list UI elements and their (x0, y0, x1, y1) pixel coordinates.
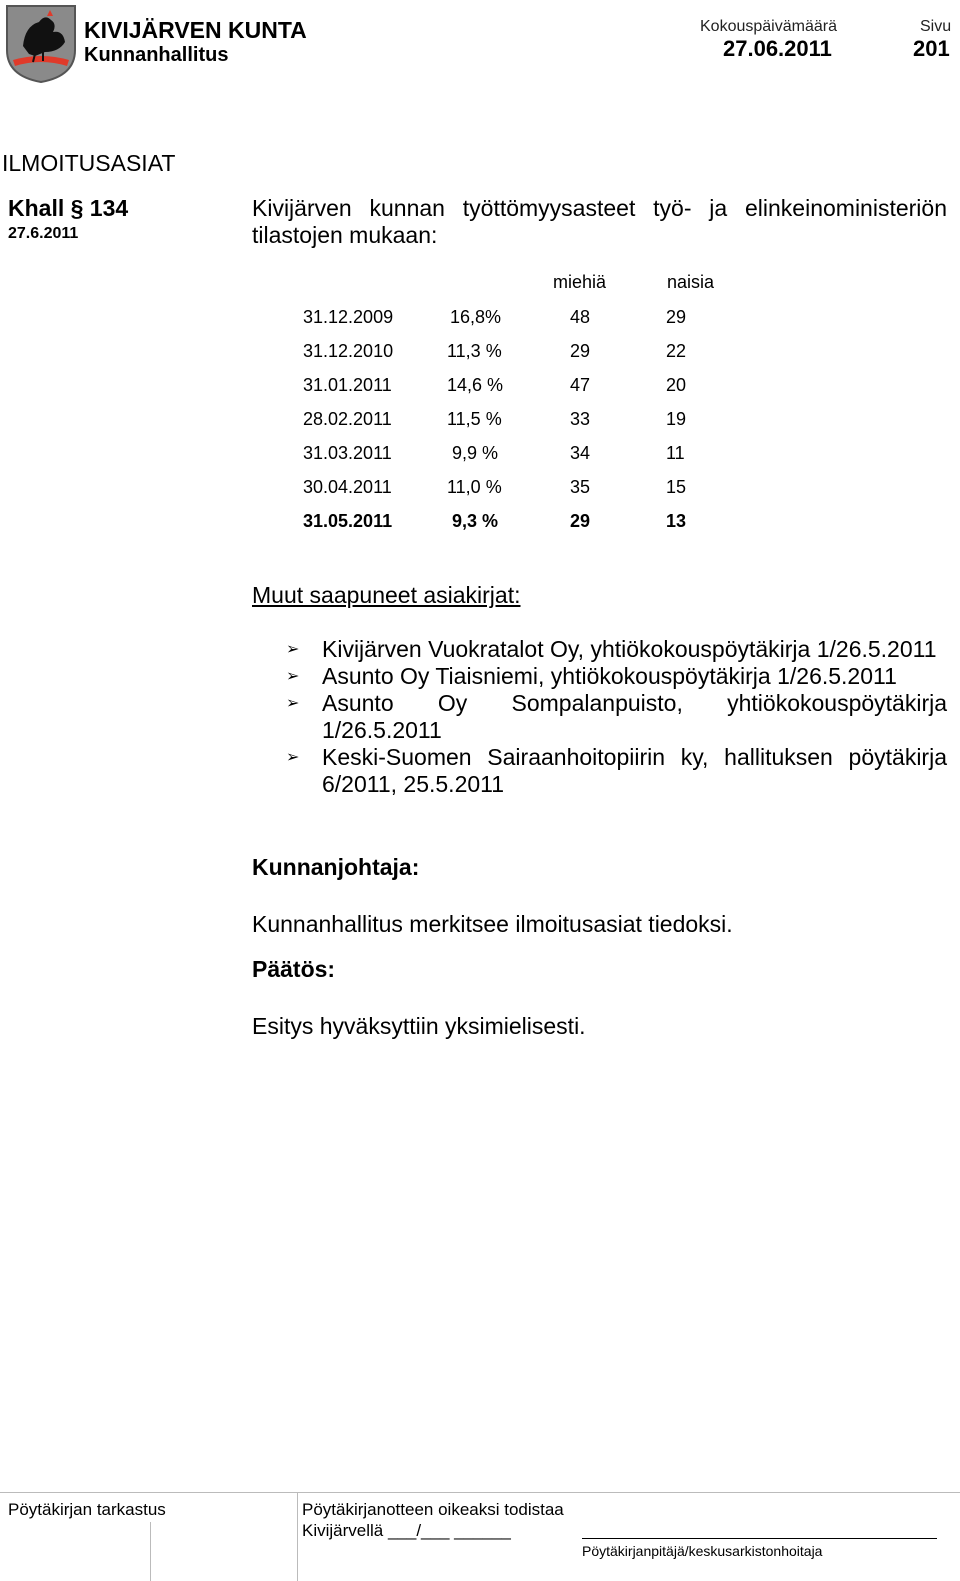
column-header-men: miehiä (553, 272, 607, 292)
coat-of-arms-logo (5, 4, 77, 84)
row-rate: 11,3 % (447, 341, 502, 361)
paragraph-date: 27.6.2011 (8, 225, 79, 242)
footer-signer-title: Pöytäkirjanpitäjä/keskusarkistonhoitaja (582, 1543, 823, 1559)
list-item: ➢ Keski-Suomen Sairaanhoitopiirin ky, hallituksen pöytäkirja 6/2011, 25.5.2011 (286, 744, 947, 797)
row-men: 29 (570, 341, 591, 361)
meeting-date-label: Kokouspäivämäärä (700, 18, 837, 35)
row-date: 30.04.2011 (303, 477, 392, 497)
row-women: 22 (666, 341, 687, 361)
row-men: 33 (570, 409, 591, 429)
footer-column-divider (297, 1492, 298, 1581)
intro-text: Kivijärven kunnan työttömyysasteet työ- ja elinkeinoministeriön tilastojen mukaan: (252, 195, 947, 248)
column-header-women: naisia (667, 272, 715, 292)
row-men: 35 (570, 477, 591, 497)
row-date: 31.03.2011 (303, 443, 392, 463)
row-women: 13 (666, 511, 687, 531)
row-women: 29 (666, 307, 687, 327)
row-women: 15 (666, 477, 687, 497)
row-men: 34 (570, 443, 591, 463)
row-rate: 9,3 % (452, 511, 499, 531)
footer-divider (0, 1492, 960, 1493)
organization-name: KIVIJÄRVEN KUNTA (84, 17, 307, 43)
page-label: Sivu (920, 18, 952, 35)
footer-certified-label: Pöytäkirjanotteen oikeaksi todistaa (302, 1500, 564, 1519)
row-men: 47 (570, 375, 591, 395)
row-women: 11 (666, 443, 685, 463)
section-title: ILMOITUSASIAT (2, 150, 176, 176)
director-proposal: Kunnanhallitus merkitsee ilmoitusasiat tiedoksi. (252, 911, 733, 937)
footer-review-label: Pöytäkirjan tarkastus (8, 1500, 166, 1519)
other-docs-list (252, 636, 947, 798)
page-number: 201 (913, 36, 950, 61)
signature-line (582, 1538, 937, 1539)
row-women: 20 (666, 375, 687, 395)
arrow-bullet-icon: ➢ (286, 641, 300, 658)
director-label: Kunnanjohtaja: (252, 854, 420, 880)
row-rate: 16,8% (450, 307, 502, 327)
row-date: 31.05.2011 (303, 511, 393, 531)
row-men: 29 (570, 511, 591, 531)
row-rate: 11,0 % (447, 477, 502, 497)
arrow-bullet-icon: ➢ (286, 668, 300, 685)
other-docs-heading: Muut saapuneet asiakirjat: (252, 582, 521, 608)
meeting-date: 27.06.2011 (723, 36, 832, 61)
list-item: ➢ Asunto Oy Sompalanpuisto, yhtiökokouspöytäkirja 1/26.5.2011 (286, 690, 947, 743)
list-item: ➢ Kivijärven Vuokratalot Oy, yhtiökokouspöytäkirja 1/26.5.2011 (286, 636, 937, 662)
row-men: 48 (570, 307, 591, 327)
row-rate: 14,6 % (447, 375, 504, 395)
arrow-bullet-icon: ➢ (286, 749, 300, 766)
row-date: 31.01.2011 (303, 375, 392, 395)
row-women: 19 (666, 409, 687, 429)
row-rate: 11,5 % (447, 409, 502, 429)
department-name: Kunnanhallitus (84, 44, 229, 66)
footer-place-date: Kivijärvellä ___/___ ______ (302, 1521, 511, 1540)
paragraph-id: Khall § 134 (8, 195, 129, 221)
row-rate: 9,9 % (452, 443, 499, 463)
row-date: 31.12.2009 (303, 307, 394, 327)
row-date: 31.12.2010 (303, 341, 394, 361)
footer-column-divider (150, 1522, 151, 1581)
list-item: ➢ Asunto Oy Tiaisniemi, yhtiökokouspöytäkirja 1/26.5.2011 (286, 663, 897, 689)
decision-text: Esitys hyväksyttiin yksimielisesti. (252, 1013, 586, 1039)
row-date: 28.02.2011 (303, 409, 392, 429)
arrow-bullet-icon: ➢ (286, 695, 300, 712)
decision-label: Päätös: (252, 956, 336, 982)
